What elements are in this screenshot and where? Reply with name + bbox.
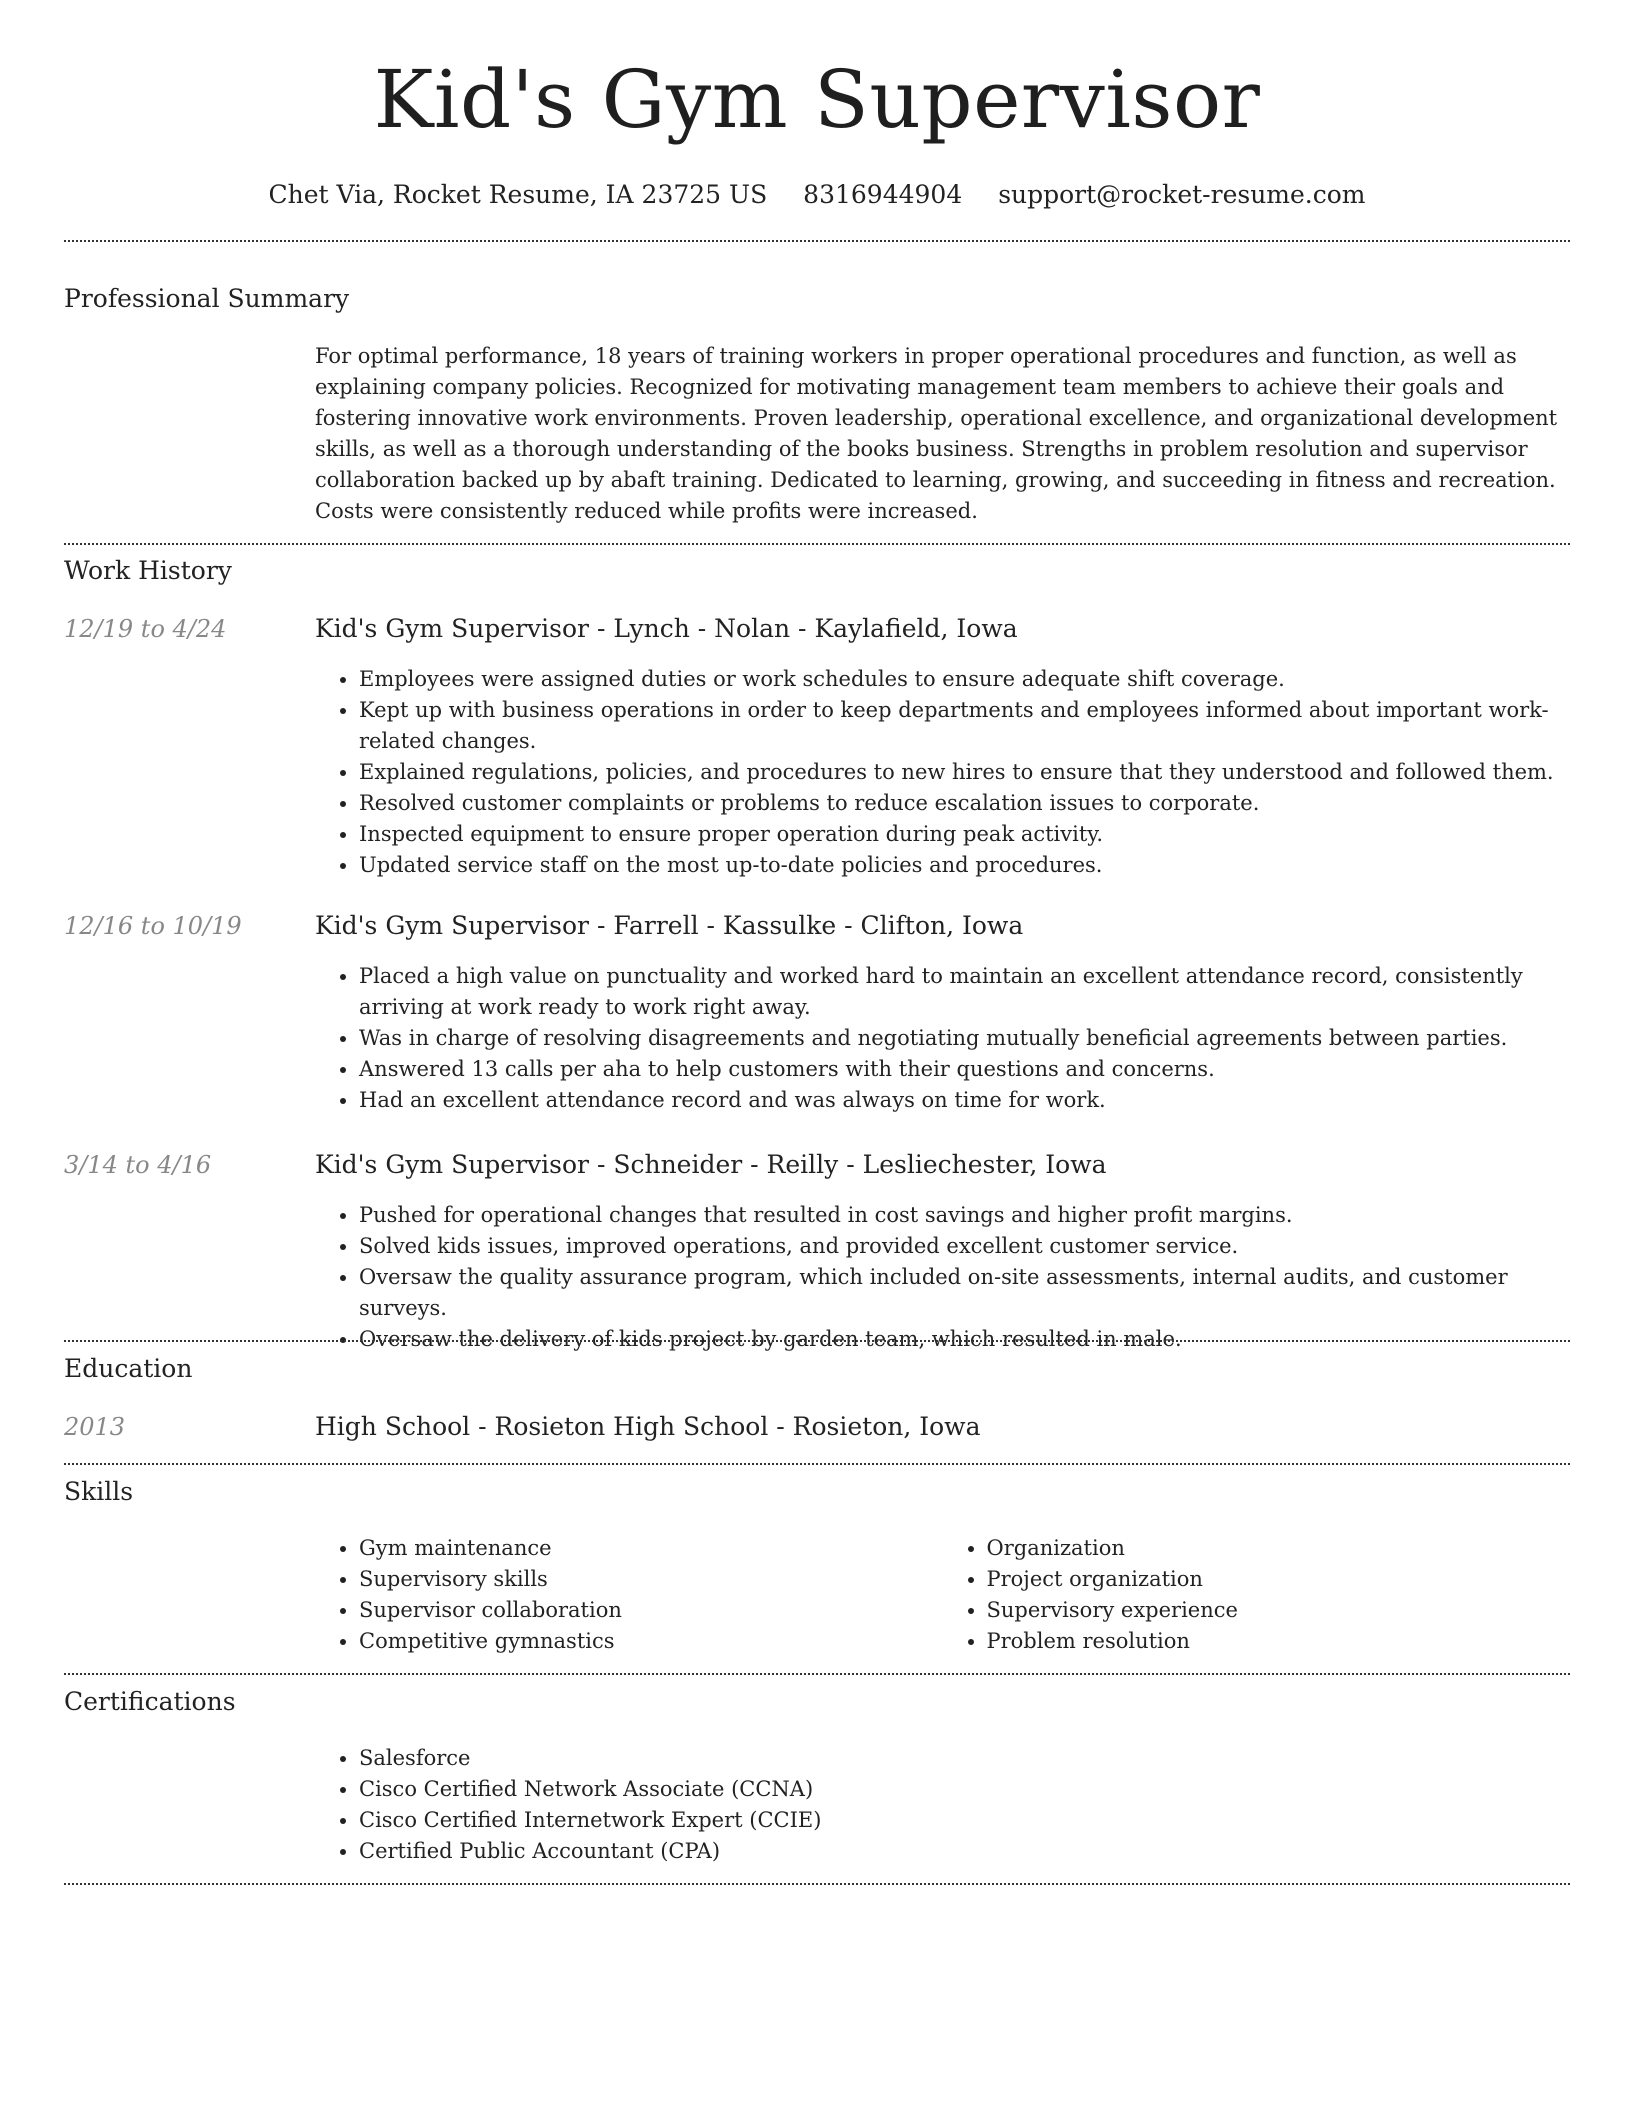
work-history-heading: Work History [64,556,232,585]
skills-block [315,1533,1570,1657]
list-item: • Updated service staff on the most up-to-date policies and procedures. [359,850,1570,881]
list-item: • Supervisor collaboration [359,1595,943,1626]
page-title: Kid's Gym Supervisor [373,53,1261,146]
job-dates: 12/16 to 10/19 [64,912,242,940]
list-item: • Pushed for operational changes that resulted in cost savings and higher profit margins. [359,1200,1570,1231]
job-dates: 3/14 to 4/16 [64,1151,212,1179]
list-item: • Had an excellent attendance record and was always on time for work. [359,1085,1570,1116]
list-item: • Supervisory skills [359,1564,943,1595]
job-entry [315,1150,1570,1355]
job-title: Kid's Gym Supervisor - Lynch - Nolan - Kaylafield, Iowa [315,614,1018,643]
section-divider [64,240,1570,242]
list-item: • Problem resolution [987,1626,1571,1657]
summary-heading: Professional Summary [64,284,350,313]
skills-heading: Skills [64,1477,134,1506]
contact-line [64,180,1570,210]
job-entry [315,614,1570,881]
section-divider [64,543,1570,545]
contact-address: Chet Via, Rocket Resume, IA 23725 US [268,180,768,209]
list-item: • Inspected equipment to ensure proper operation during peak activity. [359,819,1570,850]
contact-phone: 8316944904 [803,180,963,209]
education-year: 2013 [64,1413,126,1441]
contact-email: support@rocket-resume.com [998,180,1366,209]
list-item: • Supervisory experience [987,1595,1571,1626]
list-item: • Cisco Certified Network Associate (CCNA) [359,1774,1570,1805]
list-item: • Competitive gymnastics [359,1626,943,1657]
list-item: • Solved kids issues, improved operations, and provided excellent customer service. [359,1231,1570,1262]
list-item: • Salesforce [359,1743,1570,1774]
list-item: • Explained regulations, policies, and procedures to new hires to ensure that they understood and followed them. [359,757,1570,788]
list-item: • Resolved customer complaints or problems to reduce escalation issues to corporate. [359,788,1570,819]
list-item: • Answered 13 calls per aha to help customers with their questions and concerns. [359,1054,1570,1085]
resume-page [64,0,1570,1863]
list-item: • Kept up with business operations in order to keep departments and employees informed about important work-related changes. [359,695,1570,757]
certifications-list [315,1743,1570,1867]
certifications-block [315,1743,1570,1867]
job-bullets [315,664,1570,881]
education-heading: Education [64,1354,193,1383]
job-entry [315,911,1570,1116]
list-item: • Organization [987,1533,1571,1564]
list-item: • Was in charge of resolving disagreements and negotiating mutually beneficial agreements between parties. [359,1023,1570,1054]
section-divider [64,1673,1570,1675]
summary-block [315,341,1570,527]
list-item: • Employees were assigned duties or work schedules to ensure adequate shift coverage. [359,664,1570,695]
list-item: • Gym maintenance [359,1533,943,1564]
list-item: • Certified Public Accountant (CPA) [359,1836,1570,1867]
section-divider [64,1883,1570,1885]
job-bullets [315,961,1570,1116]
list-item: • Oversaw the quality assurance program, which included on-site assessments, internal audits, and customer surveys. [359,1262,1570,1324]
job-title: Kid's Gym Supervisor - Farrell - Kassulke - Clifton, Iowa [315,911,1024,940]
summary-text: For optimal performance, 18 years of training workers in proper operational procedures and function, as well as explaining company policies. Recognized for motivating management team members to achieve their goals and fostering innovative work environments. Proven leadership, operational excellence, and organizational development skills, as well as a thorough understanding of the books business. Strengths in problem resolution and supervisor collaboration backed up by abaft training. Dedicated to learning, growing, and succeeding in fitness and recreation. Costs were consistently reduced while profits were increased. [315,344,1558,523]
job-title: Kid's Gym Supervisor - Schneider - Reilly - Lesliechester, Iowa [315,1150,1107,1179]
section-divider [64,1463,1570,1465]
skills-list-left [315,1533,943,1657]
list-item: • Oversaw the delivery of kids project by garden team, which resulted in male. [359,1324,1570,1355]
list-item: • Placed a high value on punctuality and worked hard to maintain an excellent attendance record, consistently arriving at work ready to work right away. [359,961,1570,1023]
education-entry [315,1412,1570,1442]
list-item: • Project organization [987,1564,1571,1595]
certifications-heading: Certifications [64,1687,236,1716]
job-bullets [315,1200,1570,1355]
skills-list-right [943,1533,1571,1657]
skills-columns [315,1533,1570,1657]
education-title: High School - Rosieton High School - Rosieton, Iowa [315,1412,981,1441]
job-dates: 12/19 to 4/24 [64,615,227,643]
section-divider [64,1340,1570,1342]
list-item: • Cisco Certified Internetwork Expert (CCIE) [359,1805,1570,1836]
